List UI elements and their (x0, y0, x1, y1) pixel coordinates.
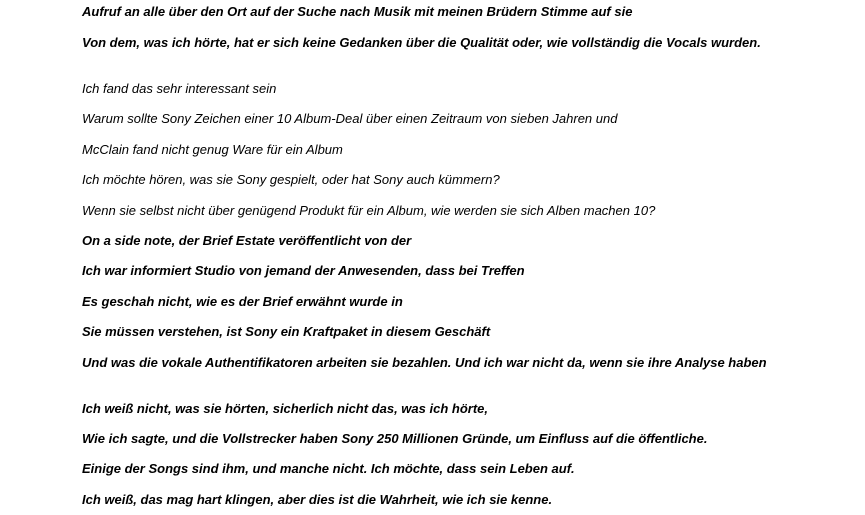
paragraph: Aufruf an alle über den Ort auf der Suche nach Musik mit meinen Brüdern Stimme auf sie (82, 4, 633, 19)
paragraph: Von dem, was ich hörte, hat er sich keine Gedanken über die Qualität oder, wie vollständig die Vocals wurden. (82, 35, 761, 50)
paragraph: Ich möchte hören, was sie Sony gespielt, oder hat Sony auch kümmern? (82, 172, 500, 187)
paragraph: McClain fand nicht genug Ware für ein Album (82, 142, 343, 157)
paragraph: Und was die vokale Authentifikatoren arbeiten sie bezahlen. Und ich war nicht da, wenn sie ihre Analyse haben (82, 355, 767, 370)
paragraph: Sie müssen verstehen, ist Sony ein Kraftpaket in diesem Geschäft (82, 324, 491, 339)
paragraph: Wenn sie selbst nicht über genügend Produkt für ein Album, wie werden sie sich Alben machen 10? (82, 203, 656, 218)
paragraph: Es geschah nicht, wie es der Brief erwähnt wurde in (82, 294, 403, 309)
paragraph: On a side note, der Brief Estate veröffentlicht von der (82, 233, 412, 248)
paragraph: Ich war informiert Studio von jemand der Anwesenden, dass bei Treffen (82, 263, 525, 278)
paragraph: Ich weiß, das mag hart klingen, aber dies ist die Wahrheit, wie ich sie kenne. (82, 492, 553, 507)
paragraph: Warum sollte Sony Zeichen einer 10 Album-Deal über einen Zeitraum von sieben Jahren und (82, 111, 618, 126)
paragraph: Ich fand das sehr interessant sein (82, 81, 277, 96)
paragraph: Wie ich sagte, und die Vollstrecker haben Sony 250 Millionen Gründe, um Einfluss auf die öffentliche. (82, 431, 708, 446)
paragraph: Ich weiß nicht, was sie hörten, sicherlich nicht das, was ich hörte, (82, 401, 488, 416)
paragraph: Einige der Songs sind ihm, und manche nicht. Ich möchte, dass sein Leben auf. (82, 461, 575, 476)
